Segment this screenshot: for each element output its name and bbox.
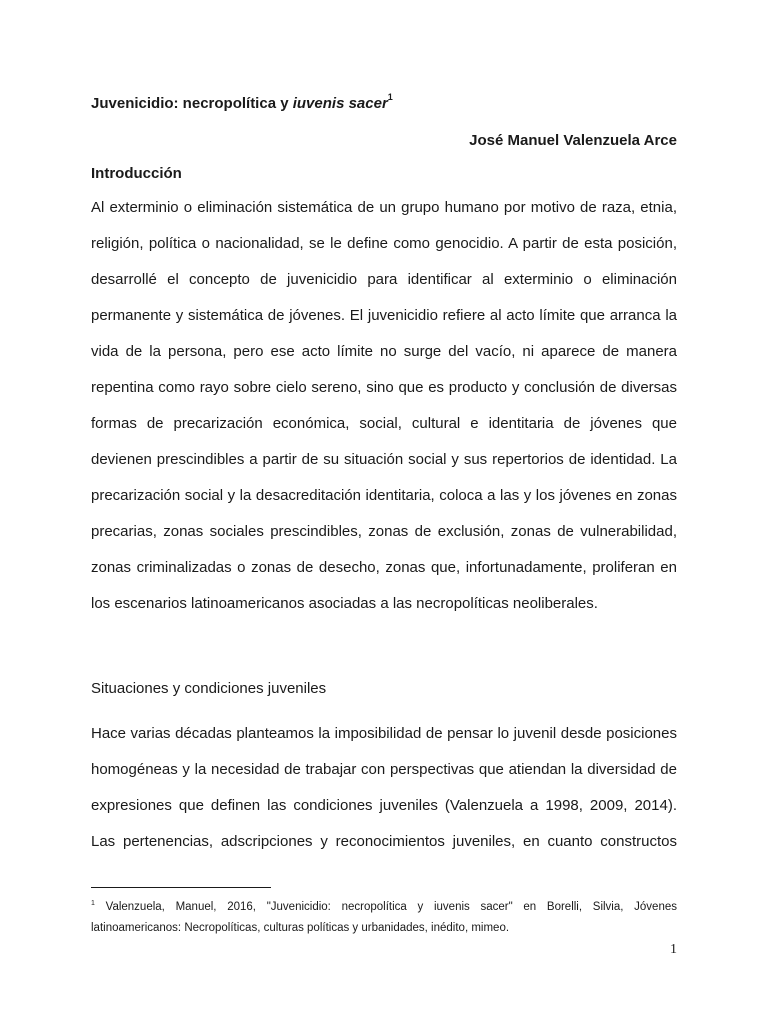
footnote-text: Valenzuela, Manuel, 2016, "Juvenicidio: necropolítica y iuvenis sacer" en Borelli, Silvia, Jóvenes bbox=[94, 900, 677, 913]
second-paragraph bbox=[91, 716, 677, 860]
section-heading: Introducción bbox=[91, 165, 182, 182]
paragraph-line: Al exterminio o eliminación sistemática de un grupo humano por motivo de raza, etnia, bbox=[91, 199, 677, 216]
intro-paragraph bbox=[91, 190, 677, 622]
paragraph-line: devienen prescindibles a partir de su situación social y sus repertorios de identidad. La bbox=[91, 451, 677, 468]
footnote-line: latinoamericanos: Necropolíticas, culturas políticas y urbanidades, inédito, mimeo. bbox=[91, 921, 510, 934]
page-number: 1 bbox=[670, 942, 677, 957]
paragraph-line: Las pertenencias, adscripciones y reconocimientos juveniles, en cuanto constructos bbox=[91, 833, 677, 850]
paragraph-line: precarización social y la desacreditación identitaria, coloca a las y los jóvenes en zonas bbox=[91, 487, 677, 504]
footnote bbox=[91, 893, 677, 939]
paragraph-line: formas de precarización económica, social, cultural e identitaria de jóvenes que bbox=[91, 415, 677, 432]
paragraph-line: precarias, zonas sociales prescindibles, zonas de exclusión, zonas de vulnerabilidad, bbox=[91, 523, 677, 540]
paragraph-line: desarrollé el concepto de juvenicidio para identificar al exterminio o eliminación bbox=[91, 271, 677, 288]
subsection-heading: Situaciones y condiciones juveniles bbox=[91, 680, 327, 697]
paragraph-line: permanente y sistemática de jóvenes. El juvenicidio refiere al acto límite que arranca la bbox=[91, 307, 677, 324]
paragraph-line: repentina como rayo sobre cielo sereno, sino que es producto y conclusión de diversas bbox=[91, 379, 677, 396]
paragraph-line: expresiones que definen las condiciones juveniles (Valenzuela a 1998, 2009, 2014). bbox=[91, 797, 677, 814]
title-footnote-mark: 1 bbox=[387, 92, 393, 102]
document-title bbox=[91, 88, 393, 115]
footnote-divider bbox=[91, 887, 271, 888]
paragraph-line: vida de la persona, pero ese acto límite no surge del vacío, ni aparece de manera bbox=[91, 343, 677, 360]
paragraph-line: los escenarios latinoamericanos asociadas a las necropolíticas neoliberales. bbox=[91, 595, 598, 612]
title-text: Juvenicidio: necropolítica y bbox=[91, 95, 293, 112]
paragraph-line: religión, política o nacionalidad, se le define como genocidio. A partir de esta posición, bbox=[91, 235, 677, 252]
footnote-mark: 1 bbox=[91, 900, 95, 907]
paragraph-line: Hace varias décadas planteamos la imposibilidad de pensar lo juvenil desde posiciones bbox=[91, 725, 677, 742]
paragraph-line: homogéneas y la necesidad de trabajar con perspectivas que atiendan la diversidad de bbox=[91, 761, 677, 778]
author-name: José Manuel Valenzuela Arce bbox=[469, 132, 677, 149]
title-italic-text: iuvenis sacer bbox=[292, 95, 388, 112]
paragraph-line: zonas criminalizadas o zonas de desecho, zonas que, infortunadamente, proliferan en bbox=[91, 559, 677, 576]
footnote-line bbox=[91, 893, 677, 918]
